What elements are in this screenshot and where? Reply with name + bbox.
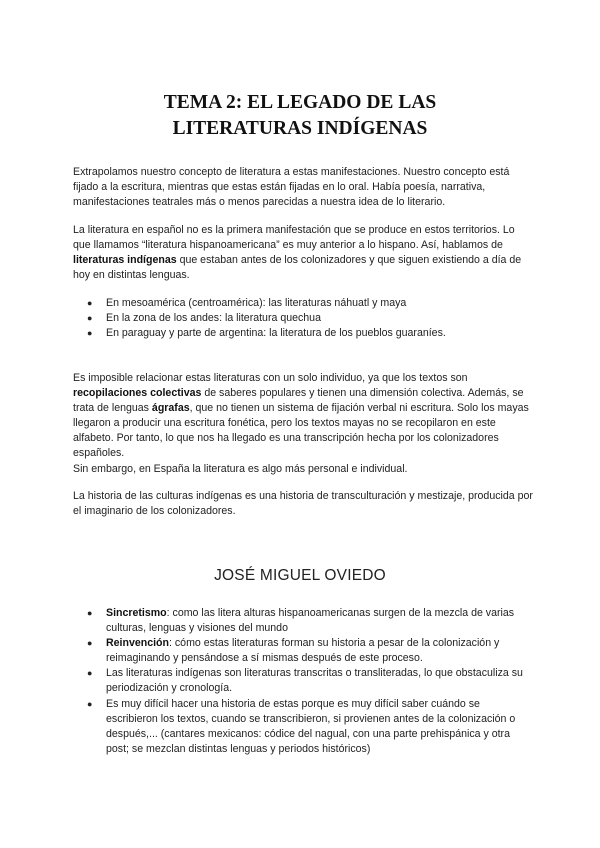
page-title-line-2: LITERATURAS INDÍGENAS [172, 118, 428, 139]
section-heading-oviedo: JOSÉ MIGUEL OVIEDO [214, 567, 386, 584]
paragraph-intro-text: Extrapolamos nuestro concepto de literatura a estas manifestaciones. Nuestro concepto está fijado a la escritura, mientras que estas están fijadas en lo oral. Había poesía, narrativa, manifestaciones teatrales más o menos parecidas a nuestra idea de lo literario. [73, 166, 510, 209]
paragraph-literatura-espanol [73, 223, 533, 283]
list-item-bold: Sincretismo [106, 607, 167, 619]
bold-agrafas: ágrafas [151, 402, 190, 415]
paragraph-text-after: que estaban antes de los colonizadores y que siguen existiendo a día de hoy en distintas lenguas. [73, 254, 522, 282]
list-item [73, 666, 533, 696]
list-item-bold: Reinvención [106, 637, 169, 650]
list-item [73, 697, 533, 757]
page-title [74, 90, 526, 142]
list-item-text: En mesoamérica (centroamérica): las literaturas náhuatl y maya [106, 297, 407, 309]
bullet-icon: ● [87, 668, 93, 679]
paragraph-text: , que no tienen un sistema de fijación verbal ni escritura. Solo los mayas llegaron a producir una escritura fonética, pero los textos mayas no se recopilaron en este alfabeto. Por tanto, lo que nos ha llegado es una transcripción hecha por los colonizadores españoles. [73, 402, 529, 460]
list-item [73, 296, 533, 311]
page-title-line-1: TEMA 2: EL LEGADO DE LAS [163, 92, 437, 113]
paragraph-espana-text: Sin embargo, en España la literatura es algo más personal e individual. [73, 462, 408, 475]
bullet-icon: ● [87, 313, 93, 324]
list-item-text: Es muy difícil hacer una historia de estas porque es muy difícil saber cuándo se escribieron los textos, cuando se transcribieron, si provienen antes de la colonización o después,... (cantares mexicanos: códice del nagual, con una parte prehispánica y otra post; se mezclan distintas lenguas y periodos históricos) [106, 697, 516, 755]
paragraph-text: Es imposible relacionar estas literaturas con un solo individuo, ya que los textos son [73, 372, 468, 384]
paragraph-literatura-espanol-text [73, 223, 533, 283]
bullet-icon: ● [87, 298, 93, 308]
list-item [73, 311, 533, 326]
oviedo-bullet-list [73, 606, 533, 757]
bold-literaturas-indigenas: literaturas indígenas [73, 254, 177, 267]
list-item-text: En paraguay y parte de argentina: la literatura de los pueblos guaraníes. [106, 327, 446, 340]
bullet-icon: ● [87, 638, 93, 649]
list-item [73, 326, 533, 341]
regions-bullet-list [73, 296, 533, 341]
bullet-icon: ● [87, 698, 93, 709]
list-item-text: Las literaturas indígenas son literaturas transcritas o transliteradas, lo que obstaculiza su periodización y cronología. [106, 667, 523, 695]
paragraph-intro [73, 165, 533, 210]
list-item-text: : cómo estas literaturas forman su historia a pesar de la colonización y reimaginando y pensándose a sí mismas después de este proceso. [106, 637, 500, 665]
list-item [73, 636, 533, 666]
paragraph-transculturacion [73, 489, 533, 519]
paragraph-recopilaciones-text [73, 371, 533, 462]
bold-recopilaciones-colectivas: recopilaciones colectivas [73, 387, 202, 400]
list-item-text: En la zona de los andes: la literatura quechua [106, 312, 321, 325]
paragraph-recopilaciones [73, 371, 533, 477]
paragraph-transculturacion-text: La historia de las culturas indígenas es una historia de transculturación y mestizaje, producida por el imaginario de los colonizadores. [73, 490, 533, 518]
bullet-icon: ● [87, 608, 93, 618]
paragraph-text: de saberes populares y tienen una dimensión colectiva. Además, se trata de lenguas [73, 387, 524, 415]
paragraph-text-before: La literatura en español no es la primera manifestación que se produce en estos territorios. Lo que llamamos “literatura hispanoamericana” es muy anterior a lo hispano. Así, hablamos de [73, 224, 515, 252]
list-item [73, 606, 533, 636]
list-item-text: : como las litera alturas hispanoamericanas surgen de la mezcla de varias culturas, lenguas y visiones del mundo [106, 607, 515, 635]
bullet-icon: ● [87, 328, 93, 339]
